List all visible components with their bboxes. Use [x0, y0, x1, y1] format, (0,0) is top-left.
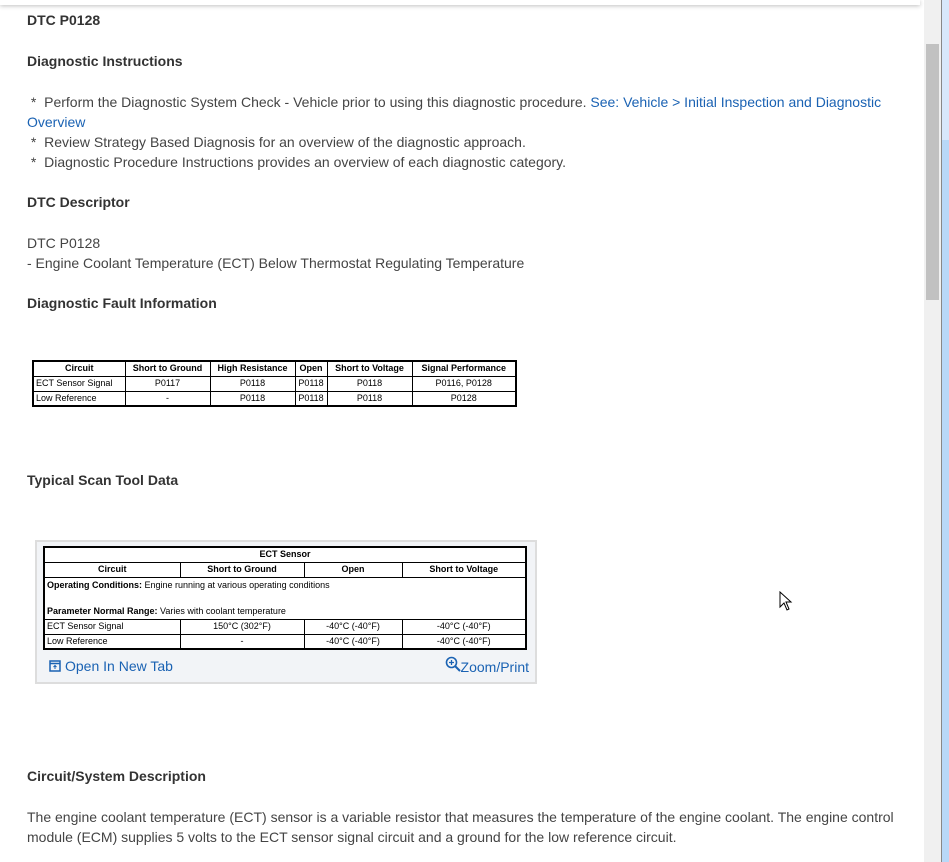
fault-info-heading: Diagnostic Fault Information [27, 295, 217, 311]
table-row [33, 391, 516, 406]
table-header-row [33, 361, 516, 376]
table-cell: P0118 [327, 376, 412, 391]
vehicle-inspection-link[interactable]: See: Vehicle > Initial Inspection and Diagnostic Overview [27, 94, 882, 130]
top-toolbar-shadow [0, 0, 920, 5]
scrollbar-thumb[interactable] [926, 44, 939, 300]
dtc-description: - Engine Coolant Temperature (ECT) Below Thermostat Regulating Temperature [27, 255, 525, 271]
column-header: Circuit [44, 562, 180, 577]
table-cell: P0116, P0128 [412, 376, 516, 391]
column-header: Circuit [33, 361, 125, 376]
table-cell: P0118 [210, 376, 295, 391]
column-header: Signal Performance [412, 361, 516, 376]
instruction-item: * Review Strategy Based Diagnosis for an overview of the diagnostic approach. [27, 134, 526, 150]
table-cell: -40°C (-40°F) [304, 634, 402, 649]
table-cell: P0118 [327, 391, 412, 406]
zoom-print-button[interactable] [445, 656, 529, 676]
instruction-text: Perform the Diagnostic System Check - Vehicle prior to using this diagnostic procedure. [44, 94, 587, 110]
operating-conditions [47, 579, 523, 592]
table-cell: 150°C (302°F) [180, 619, 304, 634]
dtc-descriptor-heading: DTC Descriptor [27, 194, 130, 210]
table-cell: - [125, 391, 210, 406]
document-content [27, 0, 912, 847]
table-row [44, 619, 526, 634]
normal-range [47, 605, 523, 618]
diagnostic-instructions-heading: Diagnostic Instructions [27, 53, 183, 69]
column-header: Open [304, 562, 402, 577]
mouse-cursor-icon [779, 591, 793, 611]
table-cell: -40°C (-40°F) [304, 619, 402, 634]
instruction-text: Review Strategy Based Diagnosis for an overview of the diagnostic approach. [44, 134, 526, 150]
image-actions [43, 656, 529, 676]
zoom-in-icon [445, 656, 461, 672]
column-header: Short to Voltage [402, 562, 526, 577]
table-title: ECT Sensor [44, 547, 526, 562]
table-row [33, 376, 516, 391]
column-header: Short to Ground [180, 562, 304, 577]
fault-info-table-wrapper [32, 360, 912, 410]
table-cell: P0128 [412, 391, 516, 406]
table-cell: P0118 [295, 376, 327, 391]
table-cell: -40°C (-40°F) [402, 634, 526, 649]
instruction-item: * Diagnostic Procedure Instructions provides an overview of each diagnostic category. [27, 154, 567, 170]
column-header: Short to Ground [125, 361, 210, 376]
scan-tool-table [43, 546, 527, 650]
table-cell: ECT Sensor Signal [33, 376, 125, 391]
table-row [44, 634, 526, 649]
scan-tool-data-image [35, 540, 537, 684]
circuit-description-text: The engine coolant temperature (ECT) sensor is a variable resistor that measures the temperature of the engine coolant. The engine control module (ECM) supplies 5 volts to the ECT sensor signal circuit and a ground for the low reference circuit. [27, 809, 894, 845]
fault-info-table [32, 360, 517, 407]
table-cell: P0118 [295, 391, 327, 406]
page-title: DTC P0128 [27, 12, 101, 28]
open-tab-label: Open In New Tab [65, 658, 173, 674]
scan-tool-heading: Typical Scan Tool Data [27, 472, 179, 488]
table-cell: ECT Sensor Signal [44, 619, 180, 634]
column-header: Open [295, 361, 327, 376]
normal-range-label: Parameter Normal Range: [47, 605, 158, 616]
normal-range-text: Varies with coolant temperature [157, 605, 286, 616]
table-cell: - [180, 634, 304, 649]
zoom-print-label: Zoom/Print [460, 659, 529, 675]
operating-conditions-text: Engine running at various operating conditions [142, 579, 330, 590]
operating-conditions-label: Operating Conditions: [47, 579, 142, 590]
window-edge-highlight [942, 0, 949, 140]
column-header: High Resistance [210, 361, 295, 376]
open-in-new-tab-button[interactable] [49, 657, 173, 675]
instruction-item: * Perform the Diagnostic System Check - Vehicle prior to using this diagnostic procedure. See: Vehicle > Initial Inspection and Diagnostic Overview [27, 94, 882, 130]
table-cell: Low Reference [44, 634, 180, 649]
dtc-code: DTC P0128 [27, 235, 101, 251]
conditions-row [44, 577, 526, 619]
table-cell: -40°C (-40°F) [402, 619, 526, 634]
column-header: Short to Voltage [327, 361, 412, 376]
open-tab-icon [49, 660, 61, 672]
instruction-text: Diagnostic Procedure Instructions provides an overview of each diagnostic category. [44, 154, 567, 170]
table-header-row [44, 562, 526, 577]
table-cell: Low Reference [33, 391, 125, 406]
table-cell: P0117 [125, 376, 210, 391]
circuit-description-heading: Circuit/System Description [27, 768, 206, 784]
table-cell: P0118 [210, 391, 295, 406]
